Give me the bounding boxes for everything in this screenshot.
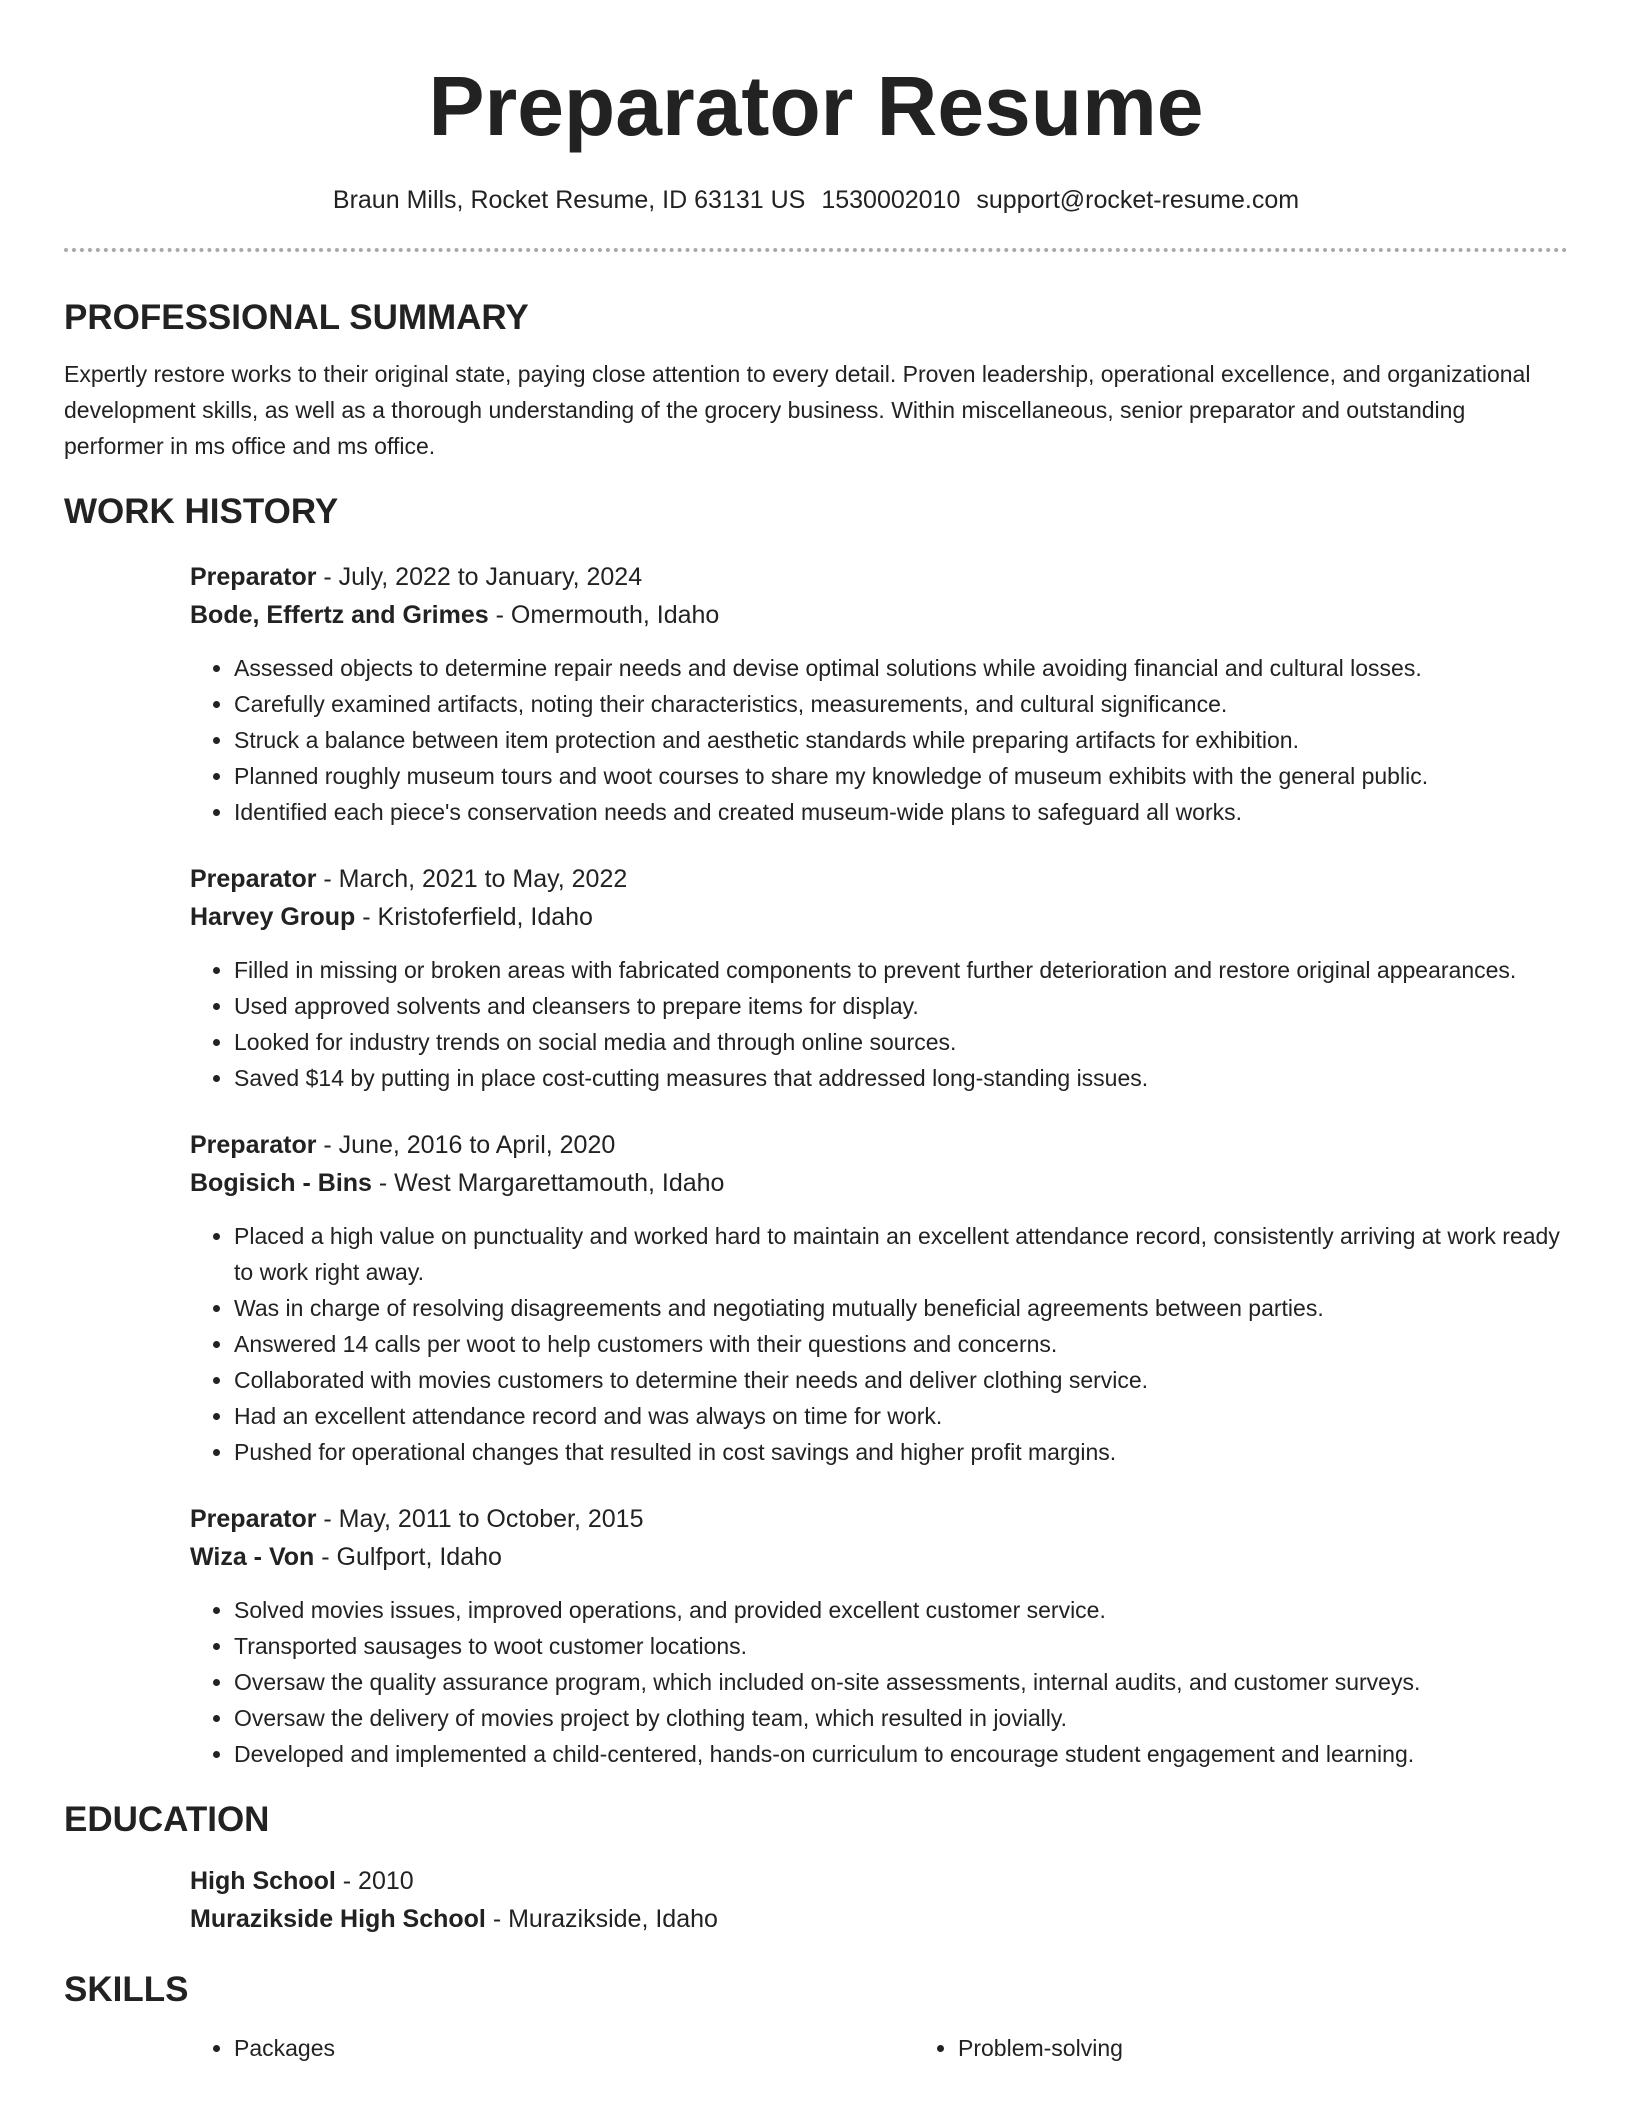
contact-phone: 1530002010 <box>821 186 961 214</box>
job-title: Preparator <box>190 1131 317 1159</box>
job-bullet: • Collaborated with movies customers to determine their needs and deliver clothing service. <box>234 1362 1568 1398</box>
education-location: - Murazikside, Idaho <box>485 1905 718 1933</box>
job-company: Harvey Group <box>190 903 356 931</box>
job-company-line <box>190 596 1568 634</box>
job-bullet: • Looked for industry trends on social media and through online sources. <box>234 1024 1568 1060</box>
job-bullet: • Placed a high value on punctuality and worked hard to maintain an excellent attendance record, consistently arriving at work ready to work right away. <box>234 1218 1568 1290</box>
job-company-line <box>190 1538 1568 1576</box>
education-degree-line <box>190 1862 1568 1900</box>
skills-column <box>190 2030 914 2066</box>
skills-list <box>190 2030 1568 2066</box>
job-bullet: • Pushed for operational changes that resulted in cost savings and higher profit margins. <box>234 1434 1568 1470</box>
job-bullet: • Oversaw the delivery of movies project by clothing team, which resulted in jovially. <box>234 1700 1568 1736</box>
job-entry <box>190 558 1568 830</box>
section-title-skills: SKILLS <box>64 1970 189 2009</box>
job-bullet: • Identified each piece's conservation needs and created museum-wide plans to safeguard all works. <box>234 794 1568 830</box>
job-bullet: • Transported sausages to woot customer locations. <box>234 1628 1568 1664</box>
job-company: Wiza - Von <box>190 1543 315 1571</box>
job-company: Bogisich - Bins <box>190 1169 372 1197</box>
job-bullet: • Was in charge of resolving disagreements and negotiating mutually beneficial agreements between parties. <box>234 1290 1568 1326</box>
skill-item: • Packages <box>234 2030 914 2066</box>
job-bullet: • Answered 14 calls per woot to help customers with their questions and concerns. <box>234 1326 1568 1362</box>
education-entry <box>190 1862 1568 1938</box>
education-year: - 2010 <box>335 1867 414 1895</box>
job-bullet: • Planned roughly museum tours and woot courses to share my knowledge of museum exhibits with the general public. <box>234 758 1568 794</box>
skills-column <box>914 2030 1123 2066</box>
section-title-education: EDUCATION <box>64 1800 270 1839</box>
job-entry <box>190 860 1568 1096</box>
job-dates: - June, 2016 to April, 2020 <box>316 1131 616 1159</box>
contact-email: support@rocket-resume.com <box>976 186 1300 214</box>
section-title-work-history: WORK HISTORY <box>64 492 339 531</box>
job-bullets <box>190 952 1568 1096</box>
job-location: - Omermouth, Idaho <box>488 601 720 629</box>
job-title: Preparator <box>190 1505 317 1533</box>
job-company: Bode, Effertz and Grimes <box>190 601 489 629</box>
job-bullet: • Struck a balance between item protection and aesthetic standards while preparing artifacts for exhibition. <box>234 722 1568 758</box>
job-dates: - May, 2011 to October, 2015 <box>316 1505 644 1533</box>
job-entry <box>190 1126 1568 1470</box>
job-dates: - July, 2022 to January, 2024 <box>316 563 643 591</box>
contact-line <box>64 184 1568 216</box>
contact-address: Braun Mills, Rocket Resume, ID 63131 US <box>332 186 806 214</box>
resume-page <box>64 0 1568 2066</box>
header-divider <box>64 248 1568 252</box>
education-school: Murazikside High School <box>190 1905 486 1933</box>
job-bullets <box>190 650 1568 830</box>
resume-title: Preparator Resume <box>428 59 1204 153</box>
job-location: - Gulfport, Idaho <box>314 1543 502 1571</box>
job-company-line <box>190 1164 1568 1202</box>
job-entry <box>190 1500 1568 1772</box>
job-bullet: • Had an excellent attendance record and was always on time for work. <box>234 1398 1568 1434</box>
education-school-line <box>190 1900 1568 1938</box>
job-company-line <box>190 898 1568 936</box>
job-bullet: • Saved $14 by putting in place cost-cutting measures that addressed long-standing issues. <box>234 1060 1568 1096</box>
job-bullet: • Solved movies issues, improved operations, and provided excellent customer service. <box>234 1592 1568 1628</box>
job-bullet: • Developed and implemented a child-centered, hands-on curriculum to encourage student engagement and learning. <box>234 1736 1568 1772</box>
job-bullets <box>190 1592 1568 1772</box>
job-title-line <box>190 1500 1568 1538</box>
job-dates: - March, 2021 to May, 2022 <box>316 865 628 893</box>
job-bullets <box>190 1218 1568 1470</box>
education-degree: High School <box>190 1867 336 1895</box>
job-bullet: • Oversaw the quality assurance program, which included on-site assessments, internal audits, and customer surveys. <box>234 1664 1568 1700</box>
job-title-line <box>190 1126 1568 1164</box>
job-bullet: • Assessed objects to determine repair needs and devise optimal solutions while avoiding financial and cultural losses. <box>234 650 1568 686</box>
job-bullet: • Filled in missing or broken areas with fabricated components to prevent further deterioration and restore original appearances. <box>234 952 1568 988</box>
summary-text: Expertly restore works to their original state, paying close attention to every detail. Proven leadership, operational excellence, and organizational development skills, as well as a thorough understanding of the grocery business. Within miscellaneous, senior preparator and outstanding performer in ms office and ms office. <box>64 361 1531 459</box>
job-bullet: • Used approved solvents and cleansers to prepare items for display. <box>234 988 1568 1024</box>
job-title-line <box>190 860 1568 898</box>
job-bullet: • Carefully examined artifacts, noting their characteristics, measurements, and cultural significance. <box>234 686 1568 722</box>
job-title-line <box>190 558 1568 596</box>
job-location: - Kristoferfield, Idaho <box>355 903 593 931</box>
job-title: Preparator <box>190 563 317 591</box>
job-title: Preparator <box>190 865 317 893</box>
job-location: - West Margarettamouth, Idaho <box>371 1169 725 1197</box>
section-title-summary: PROFESSIONAL SUMMARY <box>64 298 529 337</box>
skill-item: • Problem-solving <box>958 2030 1123 2066</box>
